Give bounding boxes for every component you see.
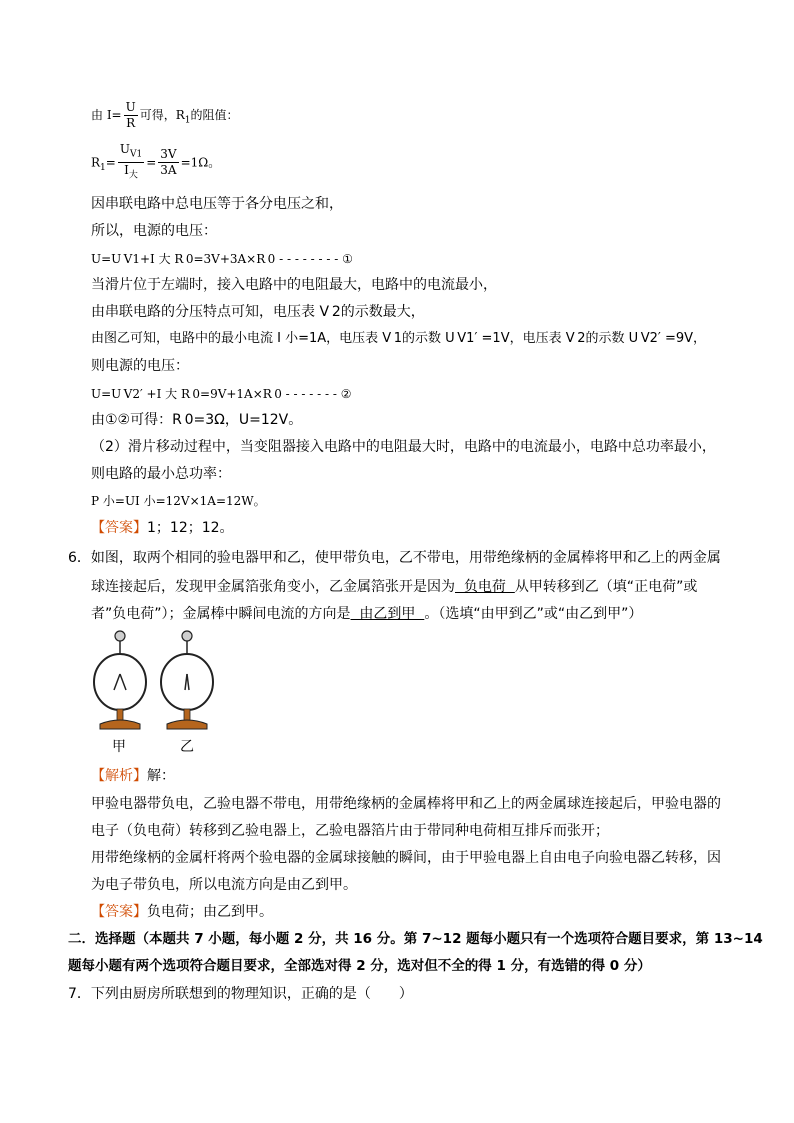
answer-tag: 【答案】 xyxy=(91,904,147,920)
q6-analysis-line4: 为电子带负电，所以电流方向是由乙到甲。 xyxy=(91,877,357,893)
sol5-line4: 所以，电源的电压： xyxy=(91,223,217,239)
answer-text: 负电荷；由乙到甲。 xyxy=(147,904,273,920)
analysis-tag: 【解析】 xyxy=(91,768,147,784)
fraction-3v-over-3a xyxy=(158,147,178,178)
q6-line2 xyxy=(91,577,697,597)
q6-analysis-line3: 用带绝缘柄的金属杆将两个验电器的金属球接触的瞬间，由于甲验电器上自由电子向验电器乙转移，因 xyxy=(91,850,721,866)
sol5-line11: 由①②可得：R 0=3Ω，U=12V。 xyxy=(91,412,303,428)
sol5-line13: 则电路的最小总功率： xyxy=(91,466,231,482)
fraction-numerator: U xyxy=(125,100,136,114)
q6-answer xyxy=(91,902,273,922)
formula-text: = xyxy=(105,155,116,170)
formula-r1 xyxy=(91,142,220,182)
q6-analysis-header xyxy=(91,766,175,786)
section2-heading-line2: 题每小题有两个选项符合题目要求，全部选对得 2 分，选对但不全的得 1 分，有选错的得 0 分） xyxy=(68,958,651,974)
formula-text: R xyxy=(91,155,101,170)
q6-line3 xyxy=(91,604,642,624)
sol5-line7: 由串联电路的分压特点可知，电压表 V 2的示数最大， xyxy=(91,304,425,320)
sol5-line14: P 小=UI 小=12V×1A=12W。 xyxy=(91,494,266,508)
subscript: 1 xyxy=(100,162,106,173)
subscript: 大 xyxy=(128,170,138,181)
formula-text: = xyxy=(146,155,157,170)
answer-text: 1；12；12。 xyxy=(147,520,234,536)
question-text: 从甲转移到乙（填“正电荷”或 xyxy=(514,579,698,595)
sol5-line3: 因串联电路中总电压等于各分电压之和， xyxy=(91,196,343,212)
fraction-denominator: 3A xyxy=(160,163,177,178)
formula-text: =1Ω。 xyxy=(180,155,221,170)
fraction-numerator: 3V xyxy=(160,147,177,162)
label-yi: 乙 xyxy=(180,739,194,755)
sol5-line9: 则电源的电压： xyxy=(91,358,189,374)
q6-analysis-line1: 甲验电器带负电，乙验电器不带电，用带绝缘柄的金属棒将甲和乙上的两金属球连接起后，甲验电器的 xyxy=(91,796,721,812)
fraction-numerator xyxy=(118,142,144,163)
section2-heading-line1: 二．选择题（本题共 7 小题，每小题 2 分，共 16 分。第 7~12 题每小题只有一个选项符合题目要求，第 13~14 xyxy=(68,931,763,947)
sol5-line12: （2）滑片移动过程中，当变阻器接入电路中的电阻最大时，电路中的电流最小，电路中总功率最小， xyxy=(91,439,716,455)
formula-text: I xyxy=(124,163,129,178)
formula-i-u-r xyxy=(91,96,239,134)
question-text: 球连接起后，发现甲金属箔张角变小，乙金属箔张开是因为 xyxy=(91,579,455,595)
electroscope-jia xyxy=(94,631,146,729)
sol5-line6: 当滑片位于左端时，接入电路中的电阻最大，电路中的电流最小， xyxy=(91,277,497,293)
formula-text: 的阻值： xyxy=(190,108,239,122)
answer-tag: 【答案】 xyxy=(91,520,147,536)
fraction-uv1-over-imax xyxy=(118,142,144,184)
subscript: 1 xyxy=(184,115,191,126)
answer-blank-1: 负电荷 xyxy=(455,579,515,595)
formula-text: 由 I= xyxy=(91,108,122,122)
fraction-denominator: R xyxy=(126,116,136,130)
sol5-equation2: U=U V2′ +I 大 R 0=9V+1A×R 0 - - - - - - - ② xyxy=(91,387,352,401)
q6-analysis-line2: 电子（负电荷）转移到乙验电器上，乙验电器箔片由于带同种电荷相互排斥而张开； xyxy=(91,823,609,839)
electroscope-figure xyxy=(92,630,222,756)
answer-blank-2: 由乙到甲 xyxy=(350,606,425,622)
sol5-answer xyxy=(91,518,234,538)
label-jia: 甲 xyxy=(112,739,126,755)
sol5-equation1: U=U V1+I 大 R 0=3V+3A×R 0 - - - - - - - - ① xyxy=(91,252,353,266)
subscript: V1 xyxy=(129,149,143,160)
analysis-label: 解： xyxy=(147,768,175,784)
sol5-line8: 由图乙可知，电路中的最小电流 I 小=1A，电压表 V 1的示数 U V1′ =1V，电压表 V 2的示数 U V2′ =9V， xyxy=(91,331,707,346)
fraction-denominator xyxy=(118,163,144,183)
question-text: 。（选填“由甲到乙”或“由乙到甲”） xyxy=(424,606,643,622)
question-text: 者”负电荷”）；金属棒中瞬间电流的方向是 xyxy=(91,606,351,622)
q6-line1: 6．如图，取两个相同的验电器甲和乙，使甲带负电，乙不带电，用带绝缘柄的金属棒将甲和乙上的两金属 xyxy=(68,550,721,566)
electroscope-yi xyxy=(161,631,213,729)
fraction-u-over-r xyxy=(124,100,138,131)
electroscopes-drawing xyxy=(92,630,222,735)
q7-line1: 7．下列由厨房所联想到的物理知识，正确的是（ ） xyxy=(68,986,413,1002)
formula-text: U xyxy=(119,142,130,156)
formula-text: 可得，R xyxy=(139,108,185,122)
